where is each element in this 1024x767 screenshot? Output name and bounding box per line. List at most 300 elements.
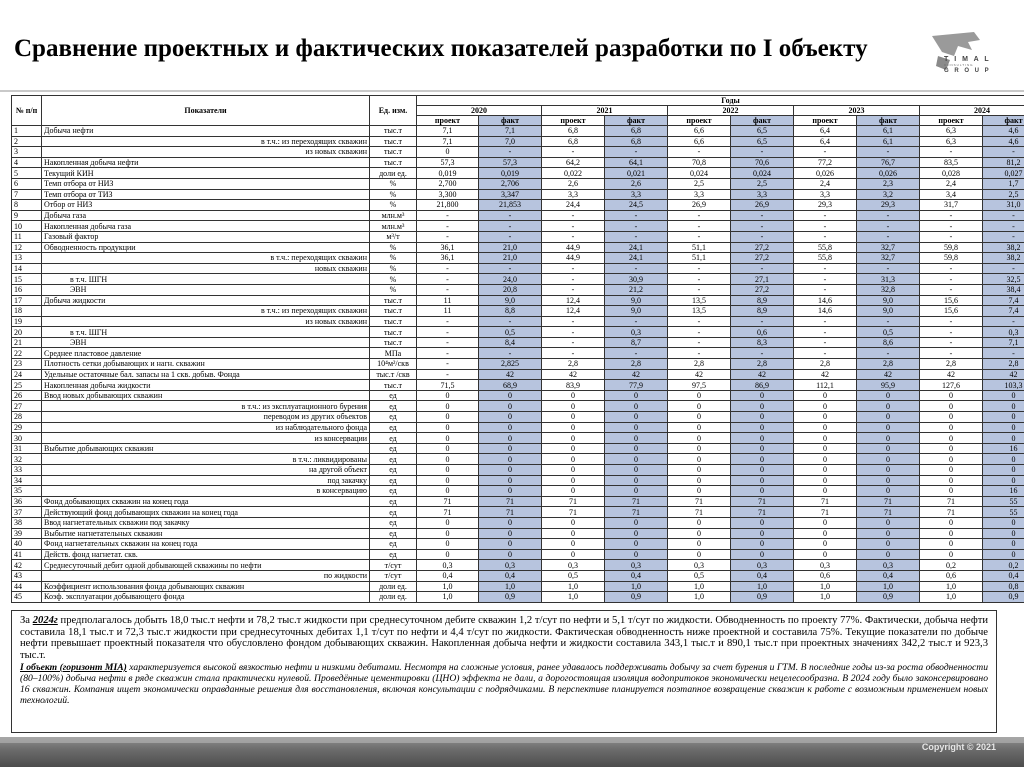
row-number: 29 bbox=[12, 422, 42, 433]
header-row-years bbox=[12, 96, 1024, 106]
table-row bbox=[12, 560, 1024, 571]
cell-fact: - bbox=[857, 147, 920, 158]
cell-project: 0,026 bbox=[794, 168, 857, 179]
cell-fact: - bbox=[479, 147, 542, 158]
cell-project: 3,3 bbox=[668, 189, 731, 200]
cell-fact: 0,021 bbox=[605, 168, 668, 179]
table-row bbox=[12, 231, 1024, 242]
cell-fact: 8,7 bbox=[605, 337, 668, 348]
row-indicator: Ввод новых добывающих скважин bbox=[42, 390, 370, 401]
cell-fact: 32,7 bbox=[857, 242, 920, 253]
cell-fact: 0,027 bbox=[983, 168, 1024, 179]
cell-fact: 1,0 bbox=[605, 581, 668, 592]
cell-project: 0,028 bbox=[920, 168, 983, 179]
cell-project: - bbox=[920, 337, 983, 348]
cell-project: 51,1 bbox=[668, 253, 731, 264]
cell-project: 7,1 bbox=[417, 136, 479, 147]
table-row bbox=[12, 327, 1024, 338]
row-number: 26 bbox=[12, 390, 42, 401]
cell-fact: 0 bbox=[731, 412, 794, 423]
cell-fact: 2,8 bbox=[857, 359, 920, 370]
cell-project: 2,4 bbox=[794, 178, 857, 189]
row-indicator: Выбытие добывающих скважин bbox=[42, 443, 370, 454]
row-unit: ед bbox=[370, 528, 417, 539]
row-number: 39 bbox=[12, 528, 42, 539]
cell-project: - bbox=[920, 231, 983, 242]
cell-fact: 6,1 bbox=[857, 136, 920, 147]
cell-fact: 0,3 bbox=[605, 327, 668, 338]
copyright-text: Copyright © 2021 bbox=[921, 742, 996, 752]
cell-fact: 0,4 bbox=[731, 570, 794, 581]
cell-project: - bbox=[920, 210, 983, 221]
cell-project: 1,0 bbox=[417, 592, 479, 603]
row-unit: ед bbox=[370, 422, 417, 433]
cell-fact: - bbox=[983, 348, 1024, 359]
header-year: 2023 bbox=[794, 106, 920, 116]
cell-project: - bbox=[417, 359, 479, 370]
row-indicator: в т.ч.: переходящих скважин bbox=[42, 253, 370, 264]
cell-project: 0 bbox=[417, 443, 479, 454]
cell-project: - bbox=[794, 147, 857, 158]
cell-project: 71 bbox=[920, 496, 983, 507]
cell-fact: 0 bbox=[983, 465, 1024, 476]
row-indicator: Среднее пластовое давление bbox=[42, 348, 370, 359]
cell-fact: - bbox=[731, 231, 794, 242]
cell-project: 83,9 bbox=[542, 380, 605, 391]
cell-fact: - bbox=[605, 221, 668, 232]
cell-project: - bbox=[920, 221, 983, 232]
comparison-table bbox=[11, 95, 1024, 603]
cell-project: 1,0 bbox=[794, 592, 857, 603]
summary-year: 2024г bbox=[32, 615, 58, 626]
table-row bbox=[12, 348, 1024, 359]
table-row bbox=[12, 200, 1024, 211]
cell-fact: 21,853 bbox=[479, 200, 542, 211]
row-unit: тыс.т bbox=[370, 316, 417, 327]
cell-fact: 24,1 bbox=[605, 253, 668, 264]
cell-fact: 71 bbox=[479, 496, 542, 507]
row-unit: 10⁴м²/скв bbox=[370, 359, 417, 370]
cell-fact: 0,026 bbox=[857, 168, 920, 179]
cell-project: 11 bbox=[417, 295, 479, 306]
row-number: 42 bbox=[12, 560, 42, 571]
cell-fact: - bbox=[605, 147, 668, 158]
cell-fact: 8,9 bbox=[731, 295, 794, 306]
row-number: 5 bbox=[12, 168, 42, 179]
cell-project: 0 bbox=[417, 390, 479, 401]
header-sub-project: проект bbox=[668, 116, 731, 126]
table-row bbox=[12, 295, 1024, 306]
cell-fact: 2,825 bbox=[479, 359, 542, 370]
cell-project: 12,4 bbox=[542, 295, 605, 306]
table-row bbox=[12, 157, 1024, 168]
row-indicator: Накопленная добыча газа bbox=[42, 221, 370, 232]
cell-fact: 0,9 bbox=[983, 592, 1024, 603]
cell-fact: 0 bbox=[479, 517, 542, 528]
cell-project: 0 bbox=[417, 454, 479, 465]
cell-fact: - bbox=[983, 263, 1024, 274]
cell-project: 0 bbox=[542, 465, 605, 476]
cell-fact: 9,0 bbox=[605, 306, 668, 317]
cell-project: 0 bbox=[668, 412, 731, 423]
cell-fact: 0 bbox=[983, 517, 1024, 528]
cell-fact: 27,2 bbox=[731, 253, 794, 264]
row-number: 45 bbox=[12, 592, 42, 603]
cell-project: 6,4 bbox=[794, 126, 857, 137]
cell-project: 3,4 bbox=[920, 189, 983, 200]
cell-fact: 71 bbox=[731, 507, 794, 518]
cell-project: 0 bbox=[920, 475, 983, 486]
logo-group-text: G R O U P bbox=[944, 68, 991, 74]
cell-project: - bbox=[668, 263, 731, 274]
row-unit: % bbox=[370, 200, 417, 211]
row-number: 25 bbox=[12, 380, 42, 391]
cell-project: - bbox=[542, 263, 605, 274]
cell-fact: 16 bbox=[983, 486, 1024, 497]
row-number: 28 bbox=[12, 412, 42, 423]
cell-fact: 42 bbox=[479, 369, 542, 380]
cell-fact: - bbox=[857, 348, 920, 359]
row-number: 19 bbox=[12, 316, 42, 327]
cell-fact: 4,6 bbox=[983, 136, 1024, 147]
row-unit: % bbox=[370, 189, 417, 200]
cell-fact: 2,6 bbox=[605, 178, 668, 189]
row-unit: тыс.т bbox=[370, 327, 417, 338]
row-number: 32 bbox=[12, 454, 42, 465]
cell-fact: 0 bbox=[605, 475, 668, 486]
cell-fact: 8,9 bbox=[731, 306, 794, 317]
cell-fact: 0 bbox=[857, 528, 920, 539]
cell-fact: 0 bbox=[731, 486, 794, 497]
cell-project: 0 bbox=[794, 486, 857, 497]
cell-fact: 0 bbox=[857, 539, 920, 550]
cell-fact: 103,3 bbox=[983, 380, 1024, 391]
cell-fact: 0,3 bbox=[479, 560, 542, 571]
cell-fact: 0,3 bbox=[605, 560, 668, 571]
cell-project: 0 bbox=[417, 412, 479, 423]
cell-project: 0 bbox=[417, 433, 479, 444]
header-sub-fact: факт bbox=[983, 116, 1024, 126]
row-number: 41 bbox=[12, 549, 42, 560]
cell-fact: 0 bbox=[479, 443, 542, 454]
row-indicator: Коэффициент использования фонда добывающих скважин bbox=[42, 581, 370, 592]
cell-fact: 9,0 bbox=[857, 306, 920, 317]
cell-fact: 7,1 bbox=[479, 126, 542, 137]
cell-project: 0,5 bbox=[542, 570, 605, 581]
cell-project: - bbox=[417, 369, 479, 380]
cell-project: 0 bbox=[668, 401, 731, 412]
row-unit: тыс.т bbox=[370, 126, 417, 137]
cell-fact: 24,1 bbox=[605, 242, 668, 253]
cell-fact: - bbox=[857, 210, 920, 221]
cell-project: - bbox=[668, 274, 731, 285]
cell-fact: 0,3 bbox=[731, 560, 794, 571]
cell-fact: 0 bbox=[605, 401, 668, 412]
cell-project: 71 bbox=[417, 507, 479, 518]
row-indicator: из наблюдательного фонда bbox=[42, 422, 370, 433]
cell-project: 26,9 bbox=[668, 200, 731, 211]
row-indicator: на другой объект bbox=[42, 465, 370, 476]
row-unit: тыс.т bbox=[370, 306, 417, 317]
cell-fact: 0 bbox=[857, 475, 920, 486]
row-indicator: Накопленная добыча жидкости bbox=[42, 380, 370, 391]
cell-fact: 26,9 bbox=[731, 200, 794, 211]
cell-project: 0 bbox=[794, 528, 857, 539]
cell-project: 6,4 bbox=[794, 136, 857, 147]
cell-project: - bbox=[417, 284, 479, 295]
cell-project: - bbox=[542, 327, 605, 338]
row-number: 40 bbox=[12, 539, 42, 550]
header-sub-project: проект bbox=[542, 116, 605, 126]
cell-project: 2,8 bbox=[542, 359, 605, 370]
cell-fact: 0,3 bbox=[983, 327, 1024, 338]
cell-project: 0,024 bbox=[668, 168, 731, 179]
row-unit: ед bbox=[370, 517, 417, 528]
cell-fact: - bbox=[983, 147, 1024, 158]
cell-project: 0 bbox=[542, 390, 605, 401]
cell-fact: 2,706 bbox=[479, 178, 542, 189]
cell-project: 59,8 bbox=[920, 253, 983, 264]
cell-fact: - bbox=[857, 231, 920, 242]
cell-project: 71 bbox=[668, 496, 731, 507]
row-number: 13 bbox=[12, 253, 42, 264]
row-number: 20 bbox=[12, 327, 42, 338]
summary-lead: За bbox=[20, 615, 33, 626]
cell-project: 71 bbox=[794, 507, 857, 518]
cell-project: 2,700 bbox=[417, 178, 479, 189]
cell-fact: 0,9 bbox=[605, 592, 668, 603]
summary-text-box bbox=[11, 610, 997, 733]
cell-fact: 3,2 bbox=[857, 189, 920, 200]
cell-fact: 1,0 bbox=[479, 581, 542, 592]
cell-fact: 0 bbox=[731, 433, 794, 444]
cell-fact: - bbox=[479, 231, 542, 242]
cell-fact: 0 bbox=[605, 517, 668, 528]
cell-project: 6,3 bbox=[920, 136, 983, 147]
cell-fact: - bbox=[983, 316, 1024, 327]
cell-project: 0 bbox=[794, 517, 857, 528]
cell-fact: 0 bbox=[479, 539, 542, 550]
row-number: 3 bbox=[12, 147, 42, 158]
header-sub-fact: факт bbox=[731, 116, 794, 126]
header-sub-project: проект bbox=[920, 116, 983, 126]
cell-fact: 0 bbox=[605, 412, 668, 423]
cell-project: 0,3 bbox=[542, 560, 605, 571]
cell-project: 0 bbox=[794, 412, 857, 423]
cell-project: 0 bbox=[920, 443, 983, 454]
cell-fact: 21,0 bbox=[479, 242, 542, 253]
table-row bbox=[12, 592, 1024, 603]
cell-fact: 0,4 bbox=[857, 570, 920, 581]
row-indicator: Фонд нагнетательных скважин на конец года bbox=[42, 539, 370, 550]
cell-fact: 0 bbox=[479, 433, 542, 444]
cell-fact: - bbox=[983, 221, 1024, 232]
cell-project: - bbox=[920, 274, 983, 285]
cell-project: 44,9 bbox=[542, 242, 605, 253]
table-row bbox=[12, 253, 1024, 264]
cell-fact: 0 bbox=[605, 443, 668, 454]
cell-fact: 0 bbox=[479, 454, 542, 465]
cell-project: - bbox=[668, 337, 731, 348]
header-num: № п/п bbox=[12, 96, 42, 126]
cell-fact: 0 bbox=[731, 465, 794, 476]
cell-project: - bbox=[920, 348, 983, 359]
table-row bbox=[12, 496, 1024, 507]
cell-fact: 0 bbox=[731, 454, 794, 465]
cell-fact: - bbox=[983, 231, 1024, 242]
cell-project: 2,4 bbox=[920, 178, 983, 189]
header-year: 2020 bbox=[417, 106, 542, 116]
table-row bbox=[12, 486, 1024, 497]
row-number: 44 bbox=[12, 581, 42, 592]
row-number: 38 bbox=[12, 517, 42, 528]
table-row bbox=[12, 284, 1024, 295]
cell-fact: - bbox=[479, 210, 542, 221]
cell-project: 0 bbox=[794, 422, 857, 433]
cell-project: 97,5 bbox=[668, 380, 731, 391]
cell-fact: 0 bbox=[857, 517, 920, 528]
cell-project: - bbox=[794, 337, 857, 348]
row-indicator: Среднесуточный дебит одной добывающей скважины по нефти bbox=[42, 560, 370, 571]
cell-project: 0,3 bbox=[794, 560, 857, 571]
row-unit: ед bbox=[370, 507, 417, 518]
cell-fact: - bbox=[857, 263, 920, 274]
cell-fact: 0 bbox=[857, 422, 920, 433]
cell-project: 0 bbox=[542, 528, 605, 539]
cell-fact: 0 bbox=[605, 549, 668, 560]
row-unit: млн.м³ bbox=[370, 210, 417, 221]
cell-project: 0 bbox=[794, 475, 857, 486]
cell-project: 0 bbox=[920, 433, 983, 444]
cell-project: 6,8 bbox=[542, 136, 605, 147]
cell-project: 2,6 bbox=[542, 178, 605, 189]
row-indicator: ЭВН bbox=[42, 337, 370, 348]
cell-project: 0 bbox=[794, 454, 857, 465]
row-indicator: в т.ч. ШГН bbox=[42, 274, 370, 285]
cell-fact: 6,8 bbox=[605, 136, 668, 147]
cell-project: 1,0 bbox=[920, 581, 983, 592]
cell-fact: 0 bbox=[479, 390, 542, 401]
row-unit: тыс.т bbox=[370, 380, 417, 391]
cell-project: 13,5 bbox=[668, 306, 731, 317]
header-year: 2021 bbox=[542, 106, 668, 116]
row-indicator: Добыча нефти bbox=[42, 126, 370, 137]
cell-fact: 42 bbox=[983, 369, 1024, 380]
cell-fact: 9,0 bbox=[479, 295, 542, 306]
cell-fact: 0,5 bbox=[479, 327, 542, 338]
cell-project: 2,5 bbox=[668, 178, 731, 189]
row-unit: ед bbox=[370, 433, 417, 444]
row-number: 24 bbox=[12, 369, 42, 380]
cell-project: 0 bbox=[417, 539, 479, 550]
cell-project: 0,6 bbox=[920, 570, 983, 581]
table-row bbox=[12, 475, 1024, 486]
cell-project: 71 bbox=[668, 507, 731, 518]
cell-project: - bbox=[668, 316, 731, 327]
row-unit: млн.м³ bbox=[370, 221, 417, 232]
header-indicator: Показатели bbox=[42, 96, 370, 126]
cell-project: 0,3 bbox=[668, 560, 731, 571]
header-years-label: Годы bbox=[417, 96, 1024, 106]
cell-project: 0 bbox=[417, 147, 479, 158]
cell-project: 2,8 bbox=[794, 359, 857, 370]
cell-project: 71,5 bbox=[417, 380, 479, 391]
header-sub-project: проект bbox=[417, 116, 479, 126]
cell-project: - bbox=[668, 284, 731, 295]
cell-fact: 81,2 bbox=[983, 157, 1024, 168]
row-indicator: Текущий КИН bbox=[42, 168, 370, 179]
cell-project: 0 bbox=[794, 465, 857, 476]
cell-project: 0 bbox=[417, 465, 479, 476]
cell-fact: 0 bbox=[479, 549, 542, 560]
cell-project: - bbox=[920, 327, 983, 338]
cell-project: 24,4 bbox=[542, 200, 605, 211]
cell-project: 51,1 bbox=[668, 242, 731, 253]
cell-project: - bbox=[542, 221, 605, 232]
cell-fact: 32,5 bbox=[983, 274, 1024, 285]
table-row bbox=[12, 528, 1024, 539]
cell-project: 0 bbox=[668, 390, 731, 401]
row-unit: ед bbox=[370, 486, 417, 497]
cell-project: 71 bbox=[794, 496, 857, 507]
cell-fact: 0 bbox=[479, 475, 542, 486]
object-body: характеризуется высокой вязкостью нефти и низкими дебитами. Несмотря на сложные условия, ранее удавалось поддерживать добычу за счет бурения и ГТМ. В последние годы из-за роста обводненности (80–100%) добыча нефти в ряде скважин стала практически нулевой. Проведённые цементировки (ЦНО) эффекта не дали, а дорогостоящая изоляция водопритоков экономически нецелесообразна. В 2024 году было законсервировано 16 скважин. Компания ищет экономически оправданные решения для восстановления, включая консультации с подрядчиками. В перспективе планируется поэтапное возвращение скважин к работе с возможным применением новых технологий. bbox=[20, 661, 988, 707]
row-number: 21 bbox=[12, 337, 42, 348]
cell-fact: - bbox=[731, 263, 794, 274]
cell-project: 0 bbox=[668, 486, 731, 497]
table-row bbox=[12, 443, 1024, 454]
cell-project: 0 bbox=[668, 549, 731, 560]
cell-fact: 95,9 bbox=[857, 380, 920, 391]
cell-project: 3,3 bbox=[794, 189, 857, 200]
cell-fact: 32,8 bbox=[857, 284, 920, 295]
cell-fact: 0 bbox=[983, 528, 1024, 539]
table-row bbox=[12, 306, 1024, 317]
cell-fact: 0 bbox=[731, 528, 794, 539]
cell-project: 0 bbox=[668, 539, 731, 550]
cell-fact: 0 bbox=[479, 465, 542, 476]
cell-project: 1,0 bbox=[920, 592, 983, 603]
cell-project: 0 bbox=[668, 443, 731, 454]
row-indicator: переводом из других объектов bbox=[42, 412, 370, 423]
cell-fact: - bbox=[731, 316, 794, 327]
cell-fact: 7,4 bbox=[983, 295, 1024, 306]
cell-project: - bbox=[417, 221, 479, 232]
row-indicator: Коэф. эксплуатации добывающего фонда bbox=[42, 592, 370, 603]
table-row bbox=[12, 539, 1024, 550]
cell-fact: 0 bbox=[983, 454, 1024, 465]
cell-project: - bbox=[542, 316, 605, 327]
cell-fact: 86,9 bbox=[731, 380, 794, 391]
cell-project: - bbox=[794, 263, 857, 274]
cell-fact: 0 bbox=[857, 433, 920, 444]
row-unit: ед bbox=[370, 539, 417, 550]
cell-project: 0 bbox=[542, 443, 605, 454]
cell-fact: 2,8 bbox=[731, 359, 794, 370]
page-title: Сравнение проектных и фактических показателей разработки по I объекту bbox=[14, 35, 868, 62]
cell-fact: 2,5 bbox=[731, 178, 794, 189]
row-number: 15 bbox=[12, 274, 42, 285]
cell-fact: - bbox=[605, 316, 668, 327]
cell-project: 83,5 bbox=[920, 157, 983, 168]
row-unit: % bbox=[370, 242, 417, 253]
cell-project: 0 bbox=[668, 422, 731, 433]
cell-project: 0 bbox=[668, 528, 731, 539]
table-row bbox=[12, 369, 1024, 380]
row-unit: ед bbox=[370, 475, 417, 486]
cell-project: 1,0 bbox=[668, 581, 731, 592]
table-row bbox=[12, 147, 1024, 158]
